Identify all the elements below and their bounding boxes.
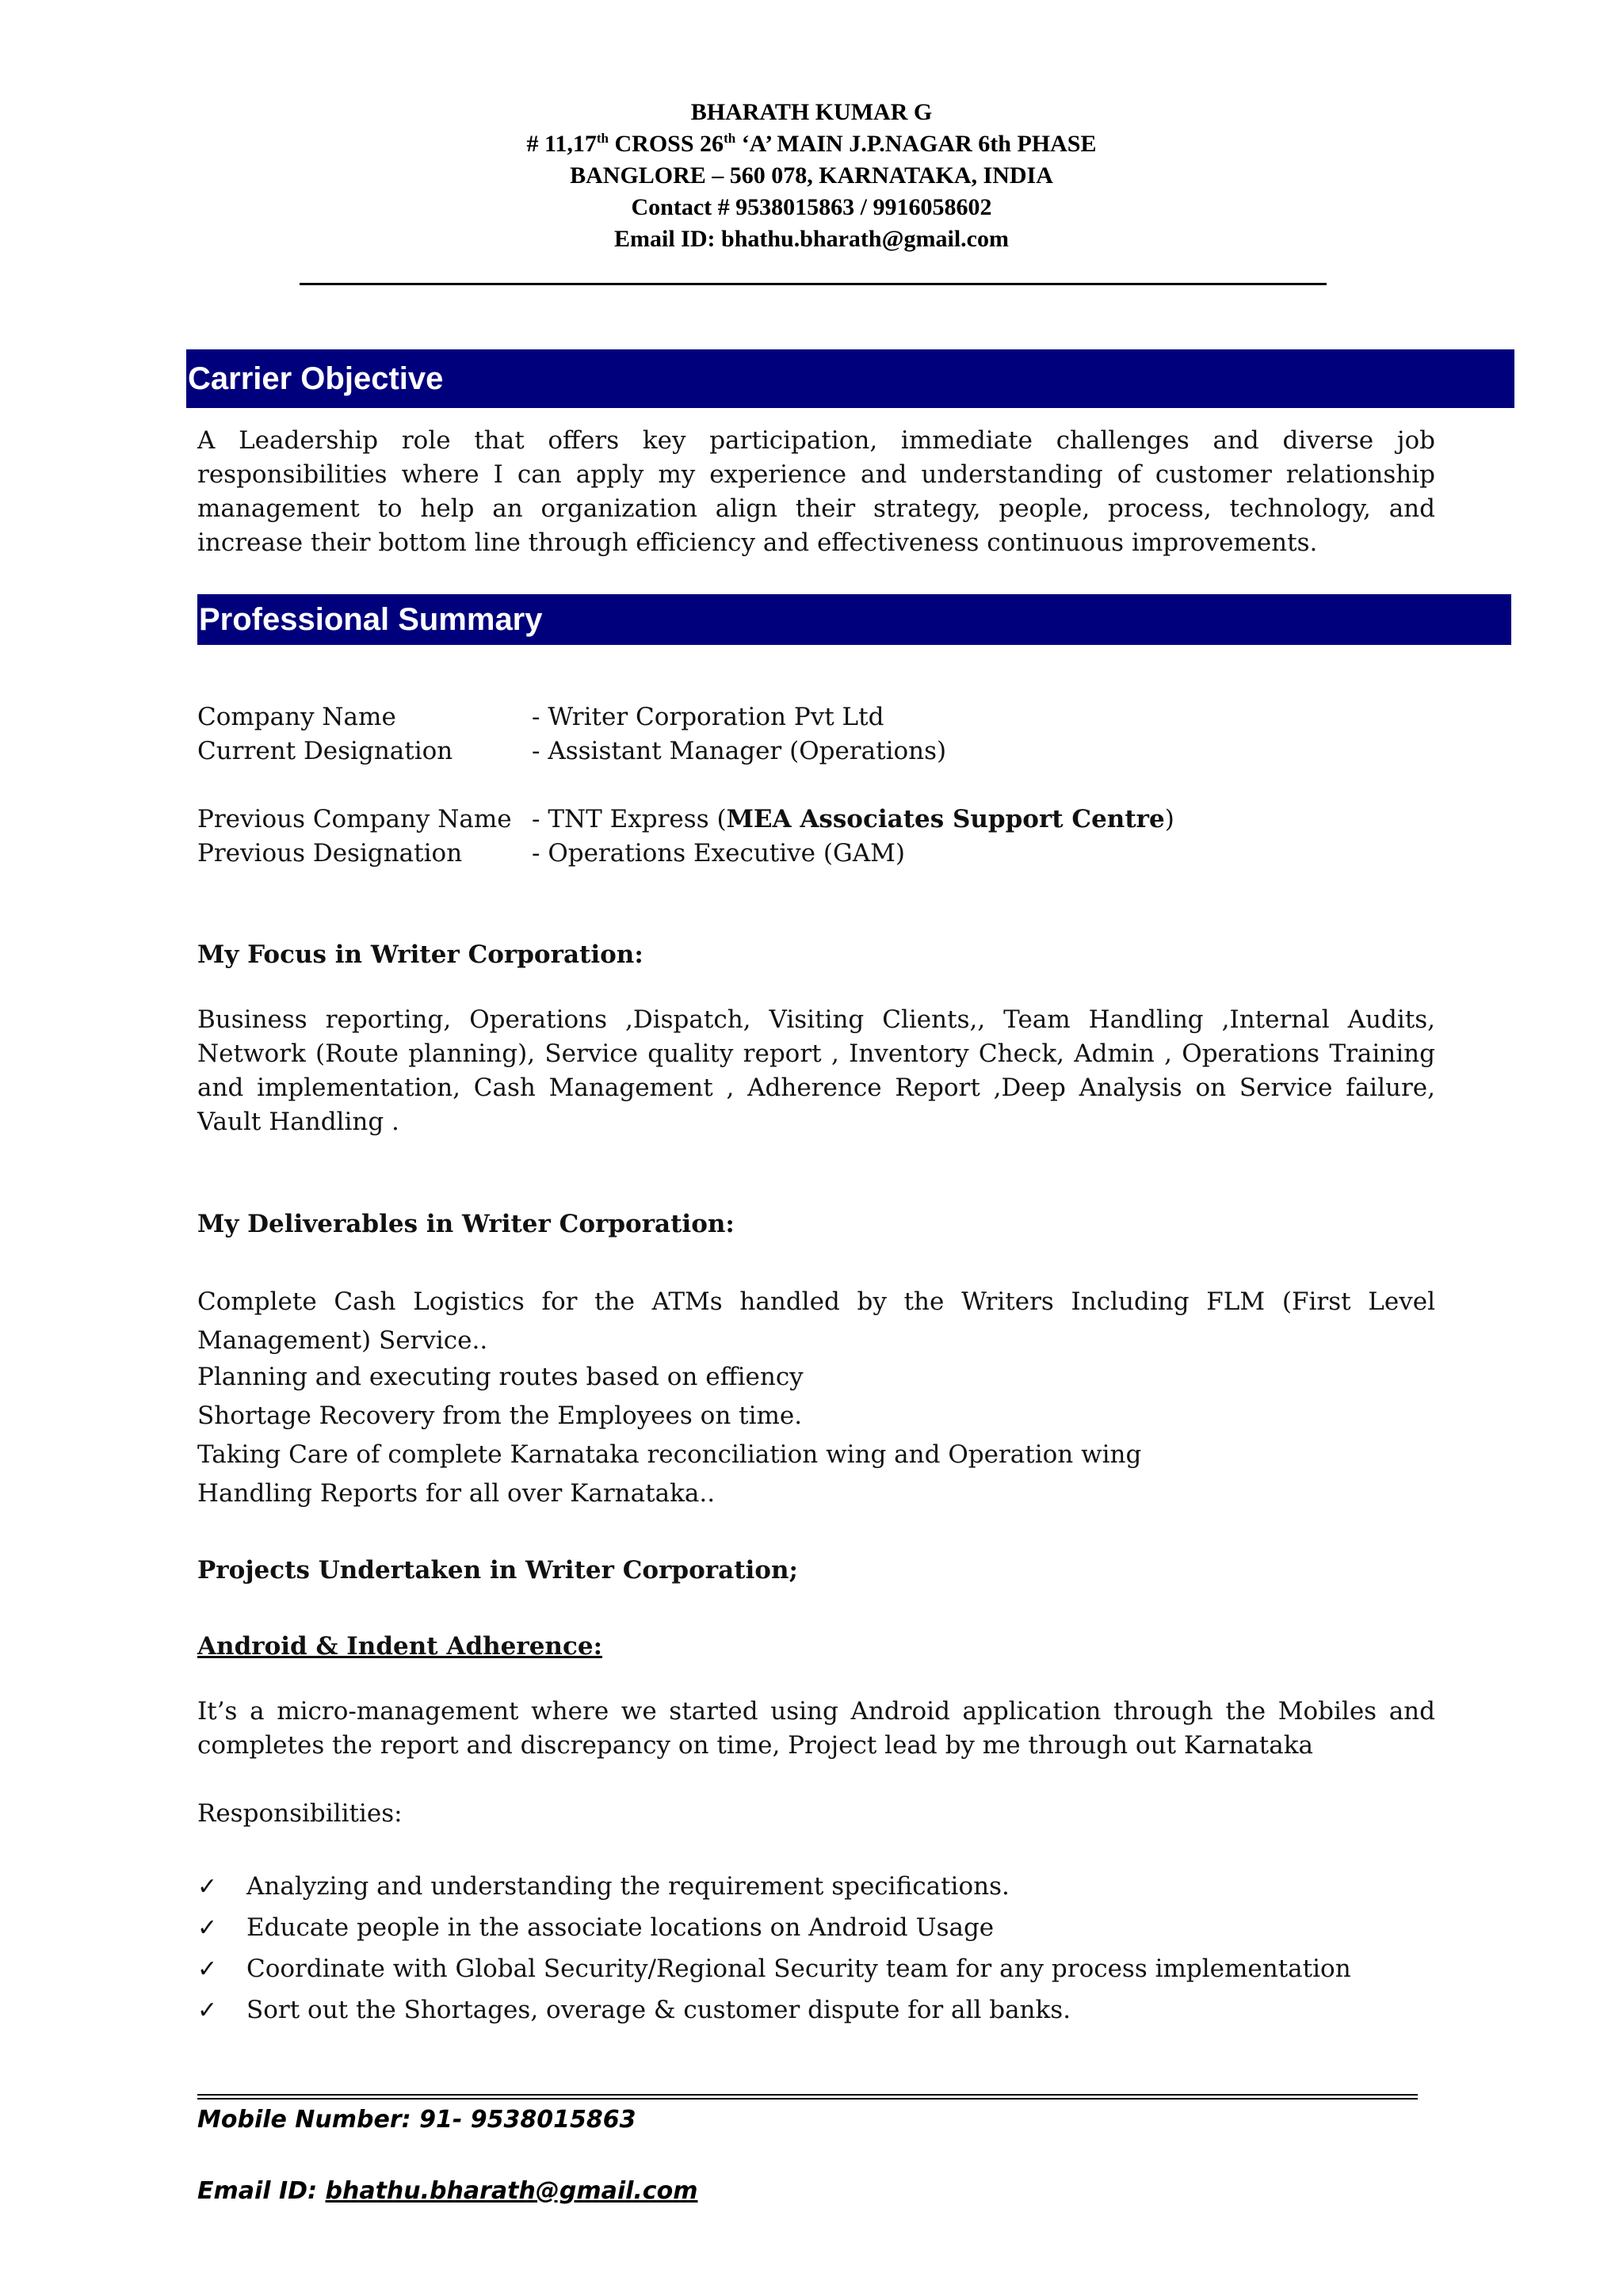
- previous-company-value: - TNT Express (MEA Associates Support Centre): [532, 805, 1174, 833]
- check-icon: ✓: [197, 1997, 218, 2024]
- section-title-objective: Carrier Objective: [188, 361, 444, 396]
- header-email: Email ID: bhathu.bharath@gmail.com: [614, 226, 1009, 252]
- deliverable-item: Taking Care of complete Karnataka reconciliation wing and Operation wing: [197, 1440, 1142, 1469]
- section-bar-summary: [197, 594, 1511, 645]
- section-title-summary: Professional Summary: [199, 602, 543, 637]
- current-designation-value: - Assistant Manager (Operations): [532, 737, 947, 765]
- address-line-1: # 11,17th CROSS 26th ‘A’ MAIN J.P.NAGAR 6th PHASE: [526, 131, 1097, 157]
- footer-mobile: Mobile Number: 91- 9538015863: [197, 2106, 636, 2134]
- project-description: It’s a micro-management where we started using Android application through the Mobiles and completes the report and discrepancy on time, Project lead by me through out Karnataka: [197, 1697, 1435, 1760]
- footer-email: Email ID: bhathu.bharath@gmail.com: [197, 2177, 698, 2205]
- objective-text: A Leadership role that offers key participation, immediate challenges and diverse job responsibilities where I can apply my experience and understanding of customer relationship management to help an organization align their strategy, people, process, technology, and increase their bottom line through efficiency and effectiveness continuous improvements.: [197, 426, 1435, 557]
- section-bar-objective: [186, 349, 1514, 408]
- footer-email-link[interactable]: bhathu.bharath@gmail.com: [325, 2177, 698, 2205]
- focus-text: Business reporting, Operations ,Dispatch, Visiting Clients,, Team Handling ,Internal Audits, Network (Route planning), Service quality report , Inventory Check, Admin , Operations Training and implementation, Cash Management , Adherence Report ,Deep Analysis on Service failure, Vault Handling .: [197, 1005, 1435, 1136]
- deliverable-item: Handling Reports for all over Karnataka..: [197, 1479, 716, 1508]
- focus-heading: My Focus in Writer Corporation:: [197, 940, 643, 969]
- current-designation-label: Current Designation: [197, 737, 453, 765]
- deliverables-heading: My Deliverables in Writer Corporation:: [197, 1210, 735, 1238]
- check-icon: ✓: [197, 1955, 218, 1983]
- contact-numbers: Contact # 9538015863 / 9916058602: [631, 194, 992, 220]
- candidate-name: BHARATH KUMAR G: [690, 99, 933, 125]
- deliverable-item: Complete Cash Logistics for the ATMs handled by the Writers Including FLM (First Level Management) Service..: [197, 1287, 1435, 1355]
- footer-divider: [197, 2098, 1418, 2100]
- deliverable-item: Planning and executing routes based on effiency: [197, 1363, 804, 1391]
- check-icon: ✓: [197, 1873, 218, 1901]
- company-name-label: Company Name: [197, 703, 396, 731]
- project-title: Android & Indent Adherence:: [197, 1632, 603, 1661]
- address-line-2: BANGLORE – 560 078, KARNATAKA, INDIA: [570, 162, 1053, 189]
- projects-heading: Projects Undertaken in Writer Corporation;: [197, 1556, 798, 1585]
- header-divider: [300, 283, 1327, 285]
- previous-designation-value: - Operations Executive (GAM): [532, 839, 905, 868]
- responsibility-item: ✓ Coordinate with Global Security/Regional Security team for any process implementation: [197, 1952, 1351, 1986]
- responsibility-item: ✓ Sort out the Shortages, overage & customer dispute for all banks.: [197, 1993, 1071, 2027]
- responsibility-item: ✓ Analyzing and understanding the requirement specifications.: [197, 1870, 1010, 1904]
- company-name-value: - Writer Corporation Pvt Ltd: [532, 703, 884, 731]
- previous-company-label: Previous Company Name: [197, 805, 512, 833]
- footer-divider: [197, 2094, 1418, 2096]
- responsibility-item: ✓ Educate people in the associate locations on Android Usage: [197, 1911, 994, 1945]
- check-icon: ✓: [197, 1914, 218, 1942]
- responsibilities-label: Responsibilities:: [197, 1799, 403, 1828]
- deliverable-item: Shortage Recovery from the Employees on time.: [197, 1402, 803, 1430]
- previous-designation-label: Previous Designation: [197, 839, 463, 868]
